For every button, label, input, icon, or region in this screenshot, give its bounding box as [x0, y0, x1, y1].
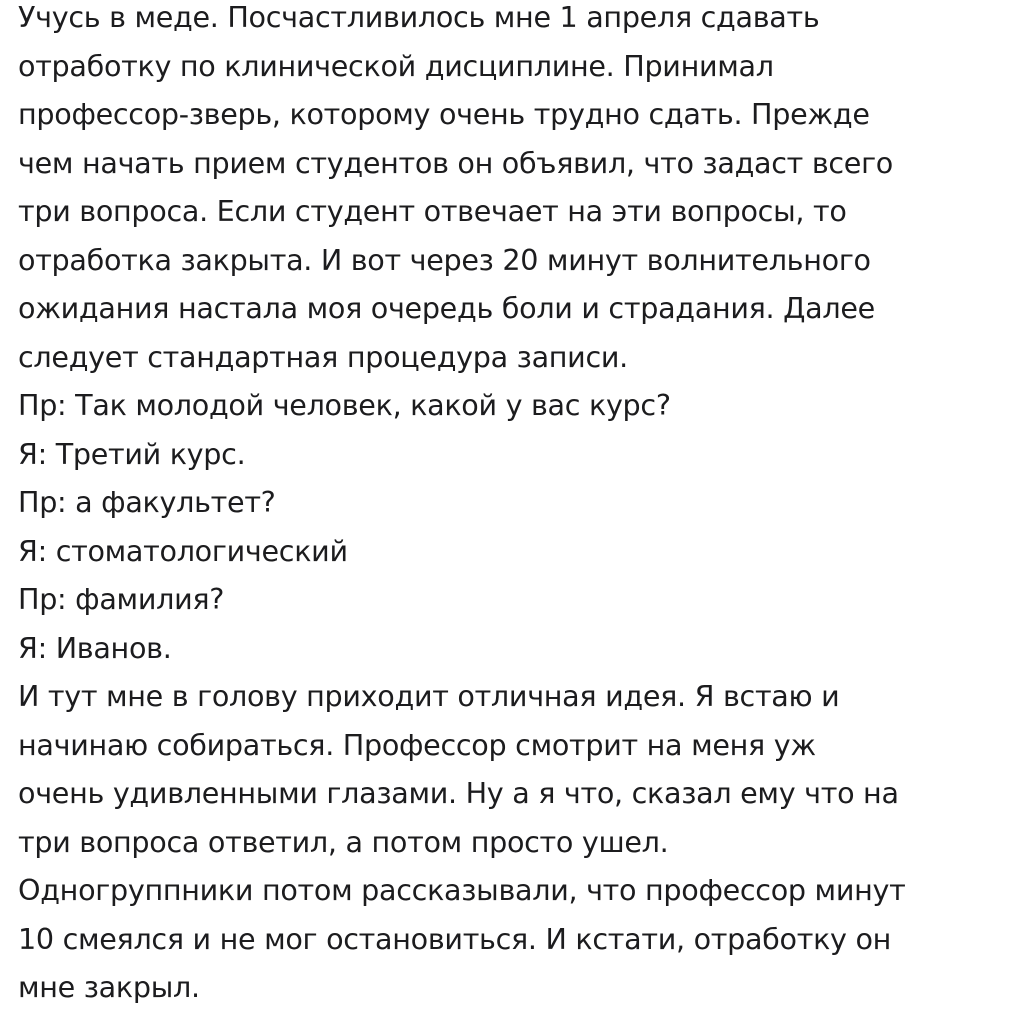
text-line: чем начать прием студентов он объявил, что задаст всего: [18, 145, 894, 180]
text-line: 10 смеялся и не мог остановиться. И кстати, отработку он: [18, 921, 892, 956]
text-line: три вопроса ответил, а потом просто ушел.: [18, 824, 669, 859]
text-line: ожидания настала моя очередь боли и страдания. Далее: [18, 291, 875, 325]
dialogue-line: Я: стоматологический: [18, 533, 348, 568]
text-line: три вопроса. Если студент отвечает на эти вопросы, то: [18, 194, 847, 228]
text-line: мне закрыл.: [18, 970, 200, 1004]
text-line: следует стандартная процедура записи.: [18, 339, 628, 374]
dialogue-line: Я: Иванов.: [18, 630, 172, 665]
dialogue-line: Пр: а факультет?: [18, 485, 276, 519]
text-line: очень удивленными глазами. Ну а я что, сказал ему что на: [18, 776, 899, 810]
text-line: Учусь в меде. Посчастливилось мне 1 апреля сдавать: [18, 0, 820, 34]
dialogue-line: Я: Третий курс.: [18, 436, 246, 471]
text-line: Одногруппники потом рассказывали, что профессор минут: [18, 873, 906, 907]
story-text: [18, 0, 1018, 1012]
text-line: И тут мне в голову приходит отличная идея. Я встаю и: [18, 679, 840, 713]
text-line: отработку по клинической дисциплине. Принимал: [18, 48, 774, 83]
dialogue-line: Пр: Так молодой человек, какой у вас курс?: [18, 388, 671, 422]
dialogue-line: Пр: фамилия?: [18, 582, 225, 616]
text-line: начинаю собираться. Профессор смотрит на меня уж: [18, 727, 816, 762]
text-line: профессор-зверь, которому очень трудно сдать. Прежде: [18, 97, 870, 131]
text-line: отработка закрыта. И вот через 20 минут волнительного: [18, 242, 871, 277]
